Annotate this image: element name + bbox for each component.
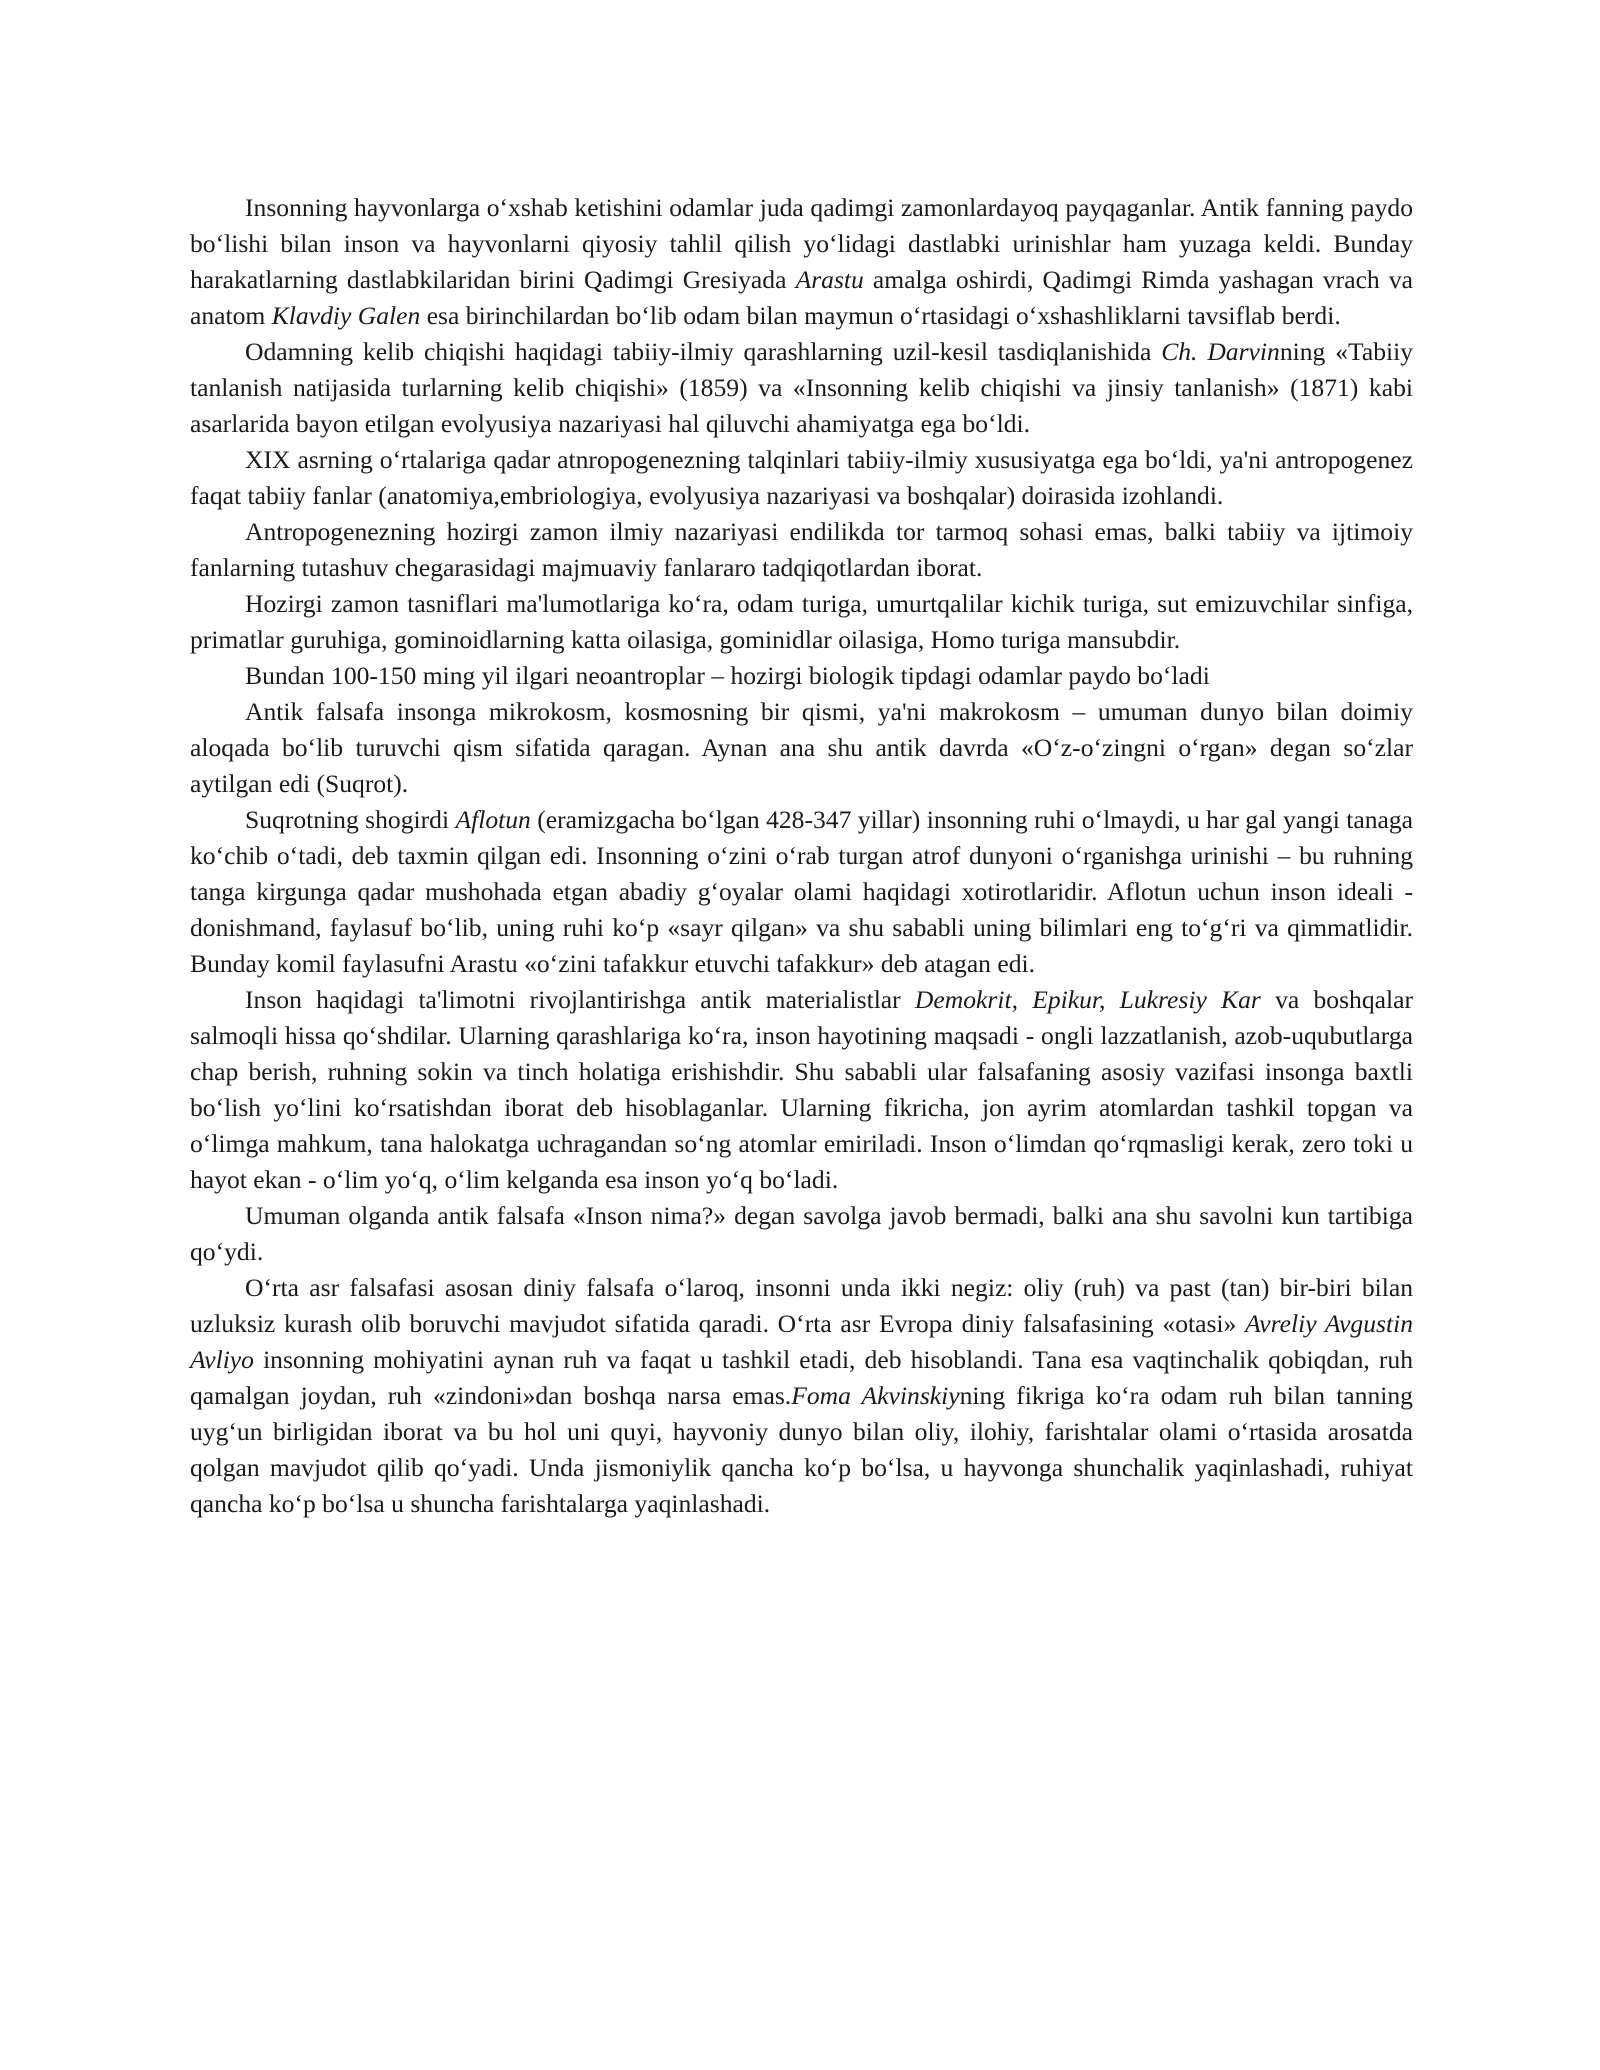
paragraph [190,442,1413,514]
paragraph [190,1198,1413,1270]
paragraph [190,982,1413,1198]
text-run: Antropogenezning hozirgi zamon ilmiy nazariyasi endilikda tor tarmoq sohasi emas, balki tabiiy va ijtimoiy fanlarning tutashuv chegarasidagi majmuaviy fanlararo tadqiqotlardan iborat. [190,517,1413,582]
text-run: Suqrotning shogirdi [245,805,456,834]
text-run: amalga oshirdi, Qadimgi Rimda yashagan vrach va anatom [190,265,1413,330]
text-run: Antik falsafa insonga mikrokosm, kosmosning bir qismi, ya'ni makrokosm – umuman dunyo bilan doimiy aloqada boʻlib turuvchi qism sifatida qaragan. Aynan ana shu antik davrda «Oʻz-oʻzingni oʻrgan» degan soʻzlar aytilgan edi (Suqrot). [190,697,1413,798]
text-run: Bundan 100-150 ming yil ilgari neoantroplar – hozirgi biologik tipdagi odamlar paydo boʻladi [245,661,1210,690]
italic-name: Foma Akvinskiy [791,1381,960,1410]
italic-name: Aflotun [455,805,531,834]
document-page [190,190,1413,1522]
italic-name: Arastu [795,265,864,294]
text-run: Odamning kelib chiqishi haqidagi tabiiy-ilmiy qarashlarning uzil-kesil tasdiqlanishida [245,337,1162,366]
paragraph [190,802,1413,982]
paragraph [190,658,1413,694]
text-run: insonning mohiyatini aynan ruh va faqat u tashkil etadi, deb hisoblandi. Tana esa vaqtinchalik qobiqdan, ruh qamalgan joydan, ruh «zindoni»dan boshqa narsa emas. [190,1345,1413,1410]
italic-name: Demokrit, Epikur, Lukresiy Kar [914,985,1261,1014]
text-run: ning «Tabiiy tanlanish natijasida turlarning kelib chiqishi» (1859) va «Insonning kelib chiqishi va jinsiy tanlanish» (1871) kabi asarlarida bayon etilgan evolyusiya nazariyasi hal qiluvchi ahamiyatga ega boʻldi. [190,337,1414,438]
paragraph [190,586,1413,658]
italic-name: Klavdiy Galen [271,301,421,330]
paragraph [190,1270,1413,1522]
text-run: Oʻrta asr falsafasi asosan diniy falsafa oʻlaroq, insonni unda ikki negiz: oliy (ruh) va past (tan) bir-biri bilan uzluksiz kurash olib boruvchi mavjudot sifatida qaradi. Oʻrta asr Evropa diniy falsafasining «otasi» [190,1273,1413,1338]
text-run: va boshqalar salmoqli hissa qoʻshdilar. Ularning qarashlariga koʻra, inson hayotining maqsadi - ongli lazzatlanish, azob-uqubutlarga chap berish, ruhning sokin va tinch holatiga erishishdir. Shu sababli ular falsafaning asosiy vazifasi insonga baxtli boʻlish yoʻlini koʻrsatishdan iborat deb hisoblaganlar. Ularning fikricha, jon ayrim atomlardan tashkil topgan va oʻlimga mahkum, tana halokatga uchragandan soʻng atomlar emiriladi. Inson oʻlimdan qoʻrqmasligi kerak, zero toki u hayot ekan - oʻlim yoʻq, oʻlim kelganda esa inson yoʻq boʻladi. [190,985,1413,1194]
paragraph [190,514,1413,586]
paragraph [190,334,1413,442]
text-run: ning fikriga koʻra odam ruh bilan tanning uygʻun birligidan iborat va bu hol uni quyi, hayvoniy dunyo bilan oliy, ilohiy, farishtalar olami oʻrtasida arosatda qolgan mavjudot qilib qoʻyadi. Unda jismoniylik qancha koʻp boʻlsa, u hayvonga shunchalik yaqinlashadi, ruhiyat qancha koʻp boʻlsa u shuncha farishtalarga yaqinlashadi. [190,1381,1413,1518]
text-run: Umuman olganda antik falsafa «Inson nima?» degan savolga javob bermadi, balki ana shu savolni kun tartibiga qoʻydi. [190,1201,1413,1266]
text-run: Hozirgi zamon tasniflari ma'lumotlariga koʻra, odam turiga, umurtqalilar kichik turiga, sut emizuvchilar sinfiga, primatlar guruhiga, gominoidlarning katta oilasiga, gominidlar oilasiga, Homo turiga mansubdir. [190,589,1413,654]
text-run: (eramizgacha boʻlgan 428-347 yillar) insonning ruhi oʻlmaydi, u har gal yangi tanaga koʻchib oʻtadi, deb taxmin qilgan edi. Insonning oʻzini oʻrab turgan atrof dunyoni oʻrganishga urinishi – bu ruhning tanga kirgunga qadar mushohada etgan abadiy gʻoyalar olami haqidagi xotirotlaridir. Aflotun uchun inson ideali - donishmand, faylasuf boʻlib, uning ruhi koʻp «sayr qilgan» va shu sababli uning bilimlari eng toʻgʻri va qimmatlidir. Bunday komil faylasufni Arastu «oʻzini tafakkur etuvchi tafakkur» deb atagan edi. [190,805,1414,978]
italic-name: Ch. Darvin [1161,337,1280,366]
italic-name: Avreliy Avgustin Avliyo [190,1309,1414,1374]
paragraph [190,190,1413,334]
text-run: Inson haqidagi ta'limotni rivojlantirishga antik materialistlar [245,985,915,1014]
text-run: XIX asrning oʻrtalariga qadar atnropogenezning talqinlari tabiiy-ilmiy xususiyatga ega boʻldi, ya'ni antropogenez faqat tabiiy fanlar (anatomiya,embriologiya, evolyusiya nazariyasi va boshqalar) doirasida izohlandi. [190,445,1413,510]
text-run: Insonning hayvonlarga oʻxshab ketishini odamlar juda qadimgi zamonlardayoq payqaganlar. Antik fanning paydo boʻlishi bilan inson va hayvonlarni qiyosiy tahlil qilish yoʻlidagi dastlabki urinishlar ham yuzaga keldi. Bunday harakatlarning dastlabkilaridan birini Qadimgi Gresiyada [190,193,1413,294]
text-run: esa birinchilardan boʻlib odam bilan maymun oʻrtasidagi oʻxshashliklarni tavsiflab berdi. [420,301,1341,330]
paragraph [190,694,1413,802]
